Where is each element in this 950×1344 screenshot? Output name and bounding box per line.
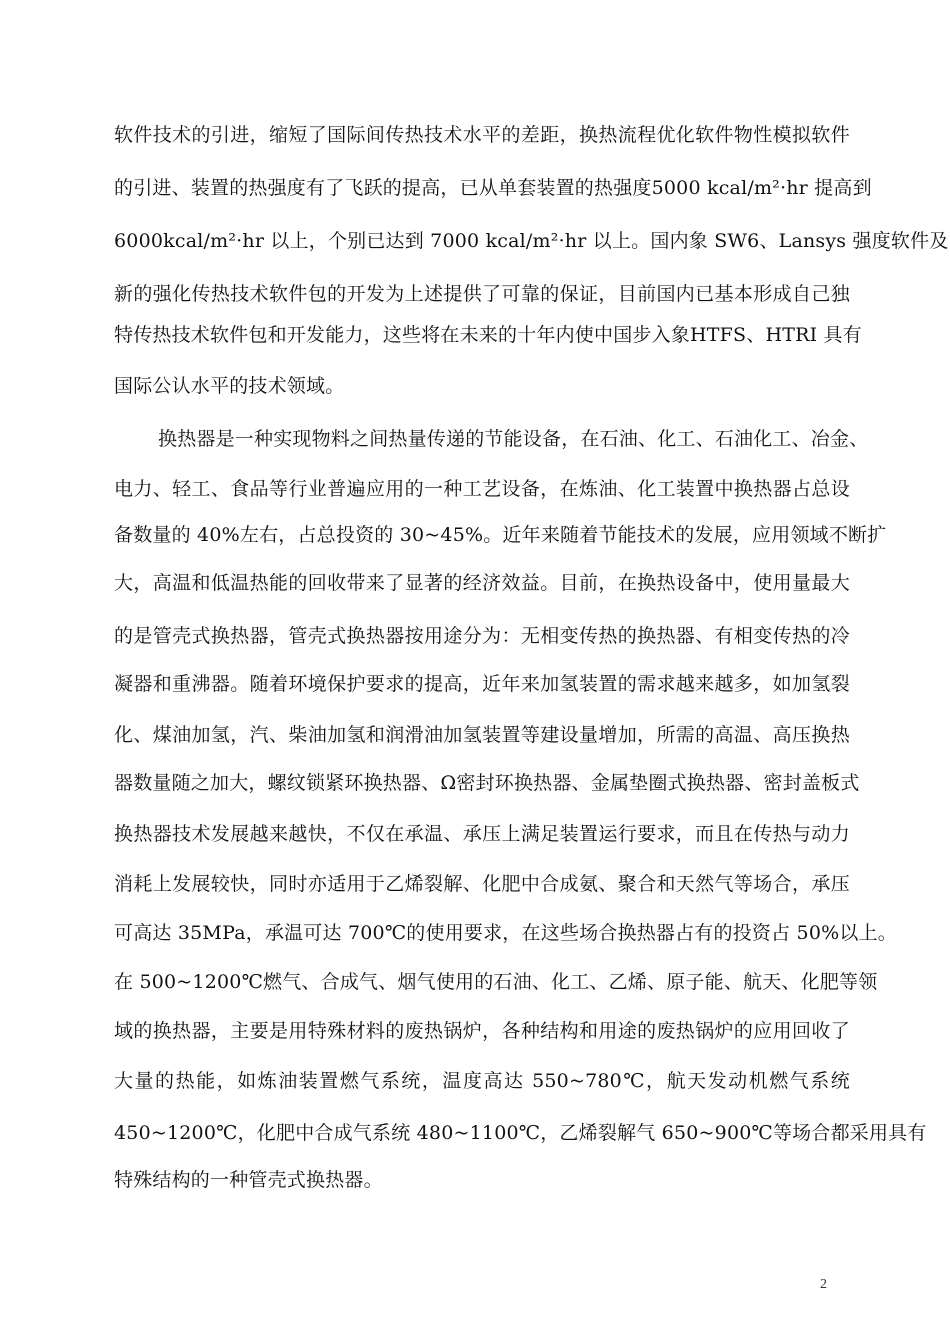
text-line-4: 新的强化传热技术软件包的开发为上述提供了可靠的保证，目前国内已基本形成自己独	[114, 283, 850, 305]
text-line-22: 特殊结构的一种管壳式换热器。	[114, 1169, 383, 1191]
text-line-16: 消耗上发展较快，同时亦适用于乙烯裂解、化肥中合成氨、聚合和天然气等场合，承压	[114, 873, 850, 895]
text-line-7: 换热器是一种实现物料之间热量传递的节能设备，在石油、化工、石油化工、冶金、	[158, 428, 869, 450]
text-line-8: 电力、轻工、食品等行业普遍应用的一种工艺设备，在炼油、化工装置中换热器占总设	[114, 478, 850, 500]
text-line-5: 特传热技术软件包和开发能力，这些将在未来的十年内使中国步入象HTFS、HTRI 具有	[114, 324, 862, 346]
text-line-19: 域的换热器，主要是用特殊材料的废热锅炉，各种结构和用途的废热锅炉的应用回收了	[114, 1020, 850, 1042]
text-line-9: 备数量的 40%左右，占总投资的 30~45%。近年来随着节能技术的发展，应用领域不断扩	[114, 524, 887, 546]
text-line-17: 可高达 35MPa，承温可达 700℃的使用要求，在这些场合换热器占有的投资占 50%以上。	[114, 922, 897, 944]
text-line-6: 国际公认水平的技术领域。	[114, 375, 345, 397]
text-line-10: 大，高温和低温热能的回收带来了显著的经济效益。目前，在换热设备中，使用量最大	[114, 572, 850, 594]
text-line-13: 化、煤油加氢，汽、柴油加氢和润滑油加氢装置等建设量增加，所需的高温、高压换热	[114, 724, 850, 746]
text-line-11: 的是管壳式换热器，管壳式换热器按用途分为：无相变传热的换热器、有相变传热的冷	[114, 625, 850, 647]
text-line-21: 450~1200℃，化肥中合成气系统 480~1100℃，乙烯裂解气 650~900℃等场合都采用具有	[114, 1122, 927, 1144]
text-line-14: 器数量随之加大，螺纹锁紧环换热器、Ω密封环换热器、金属垫圈式换热器、密封盖板式	[114, 772, 860, 794]
text-line-2: 的引进、装置的热强度有了飞跃的提高，已从单套装置的热强度5000 kcal/m²·hr 提高到	[114, 177, 872, 199]
text-line-1: 软件技术的引进，缩短了国际间传热技术水平的差距，换热流程优化软件物性模拟软件	[114, 124, 850, 146]
text-line-3: 6000kcal/m²·hr 以上，个别已达到 7000 kcal/m²·hr 以上。国内象 SW6、Lansys 强度软件及	[114, 230, 949, 252]
page-number: 2	[820, 1277, 827, 1292]
text-line-15: 换热器技术发展越来越快，不仅在承温、承压上满足装置运行要求，而且在传热与动力	[114, 823, 850, 845]
text-line-12: 凝器和重沸器。随着环境保护要求的提高，近年来加氢装置的需求越来越多，如加氢裂	[114, 673, 850, 695]
text-line-18: 在 500~1200℃燃气、合成气、烟气使用的石油、化工、乙烯、原子能、航天、化肥等领	[114, 971, 878, 993]
text-line-20: 大量的热能，如炼油装置燃气系统，温度高达 550~780℃，航天发动机燃气系统	[114, 1070, 850, 1092]
